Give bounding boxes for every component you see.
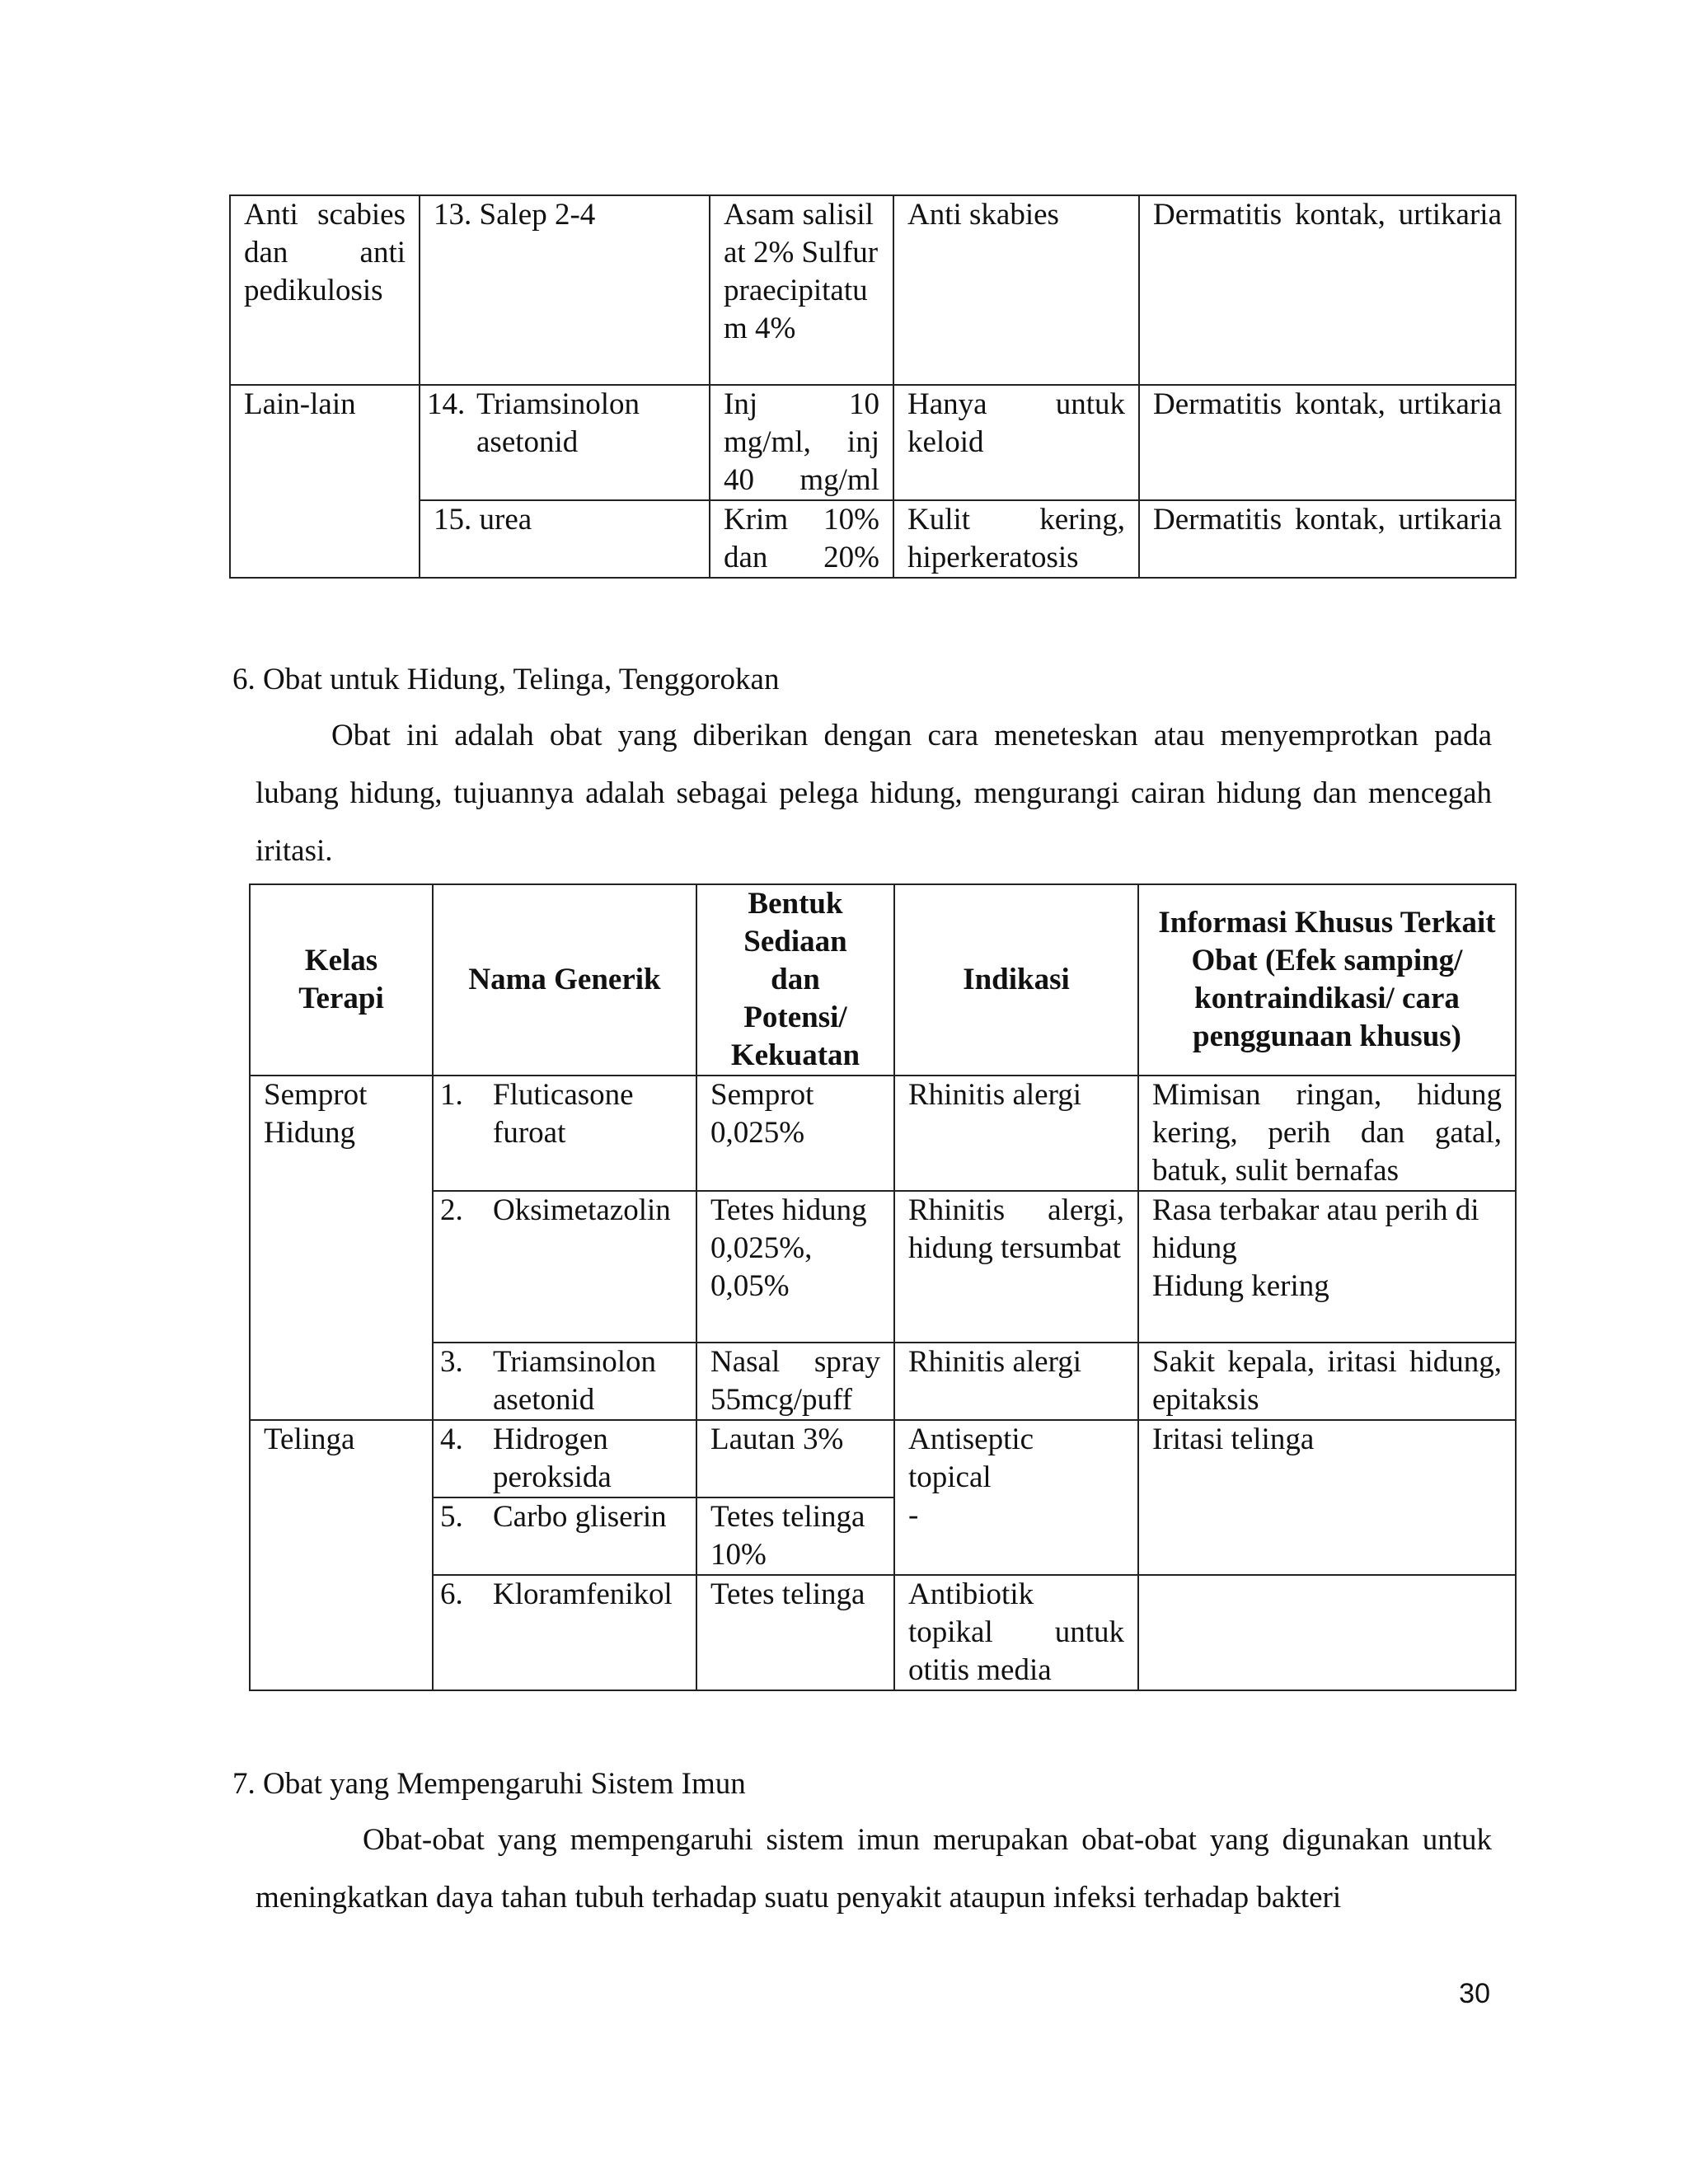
section-heading: 7. Obat yang Mempengaruhi Sistem Imun (232, 1767, 746, 1801)
table-row (250, 1076, 1516, 1191)
cell-bentuk: Tetes telinga (696, 1575, 894, 1690)
cell-bentuk: Lautan 3% (696, 1420, 894, 1497)
cell-nama: 15. urea (420, 500, 710, 578)
section-paragraph: Obat ini adalah obat yang diberikan dengan cara meneteskan atau menyemprotkan pada lubang hidung, tujuannya adalah sebagai pelega hidung, mengurangi cairan hidung dan mencegah iritasi. (256, 719, 1492, 868)
cell-nama (433, 1076, 696, 1191)
cell-indikasi: Antibiotik topikal untuk otitis media (894, 1575, 1138, 1690)
cell-indikasi: Rhinitis alergi, hidung tersumbat (894, 1191, 1138, 1343)
header-indikasi: Indikasi (894, 884, 1138, 1076)
nama-text: Triamsinolon asetonid (476, 387, 640, 459)
indikasi-line: - (908, 1498, 919, 1532)
cell-kelas-empty (230, 500, 420, 578)
table-header-row (250, 884, 1516, 1076)
cell-indikasi (894, 1420, 1138, 1575)
cell-bentuk: Asam salisilat 2% Sulfur praecipitatum 4% (710, 195, 893, 385)
indikasi-line: Antiseptic topical (908, 1422, 1034, 1494)
cell-nama (433, 1497, 696, 1575)
nama-text: Fluticasone furoat (493, 1078, 634, 1150)
row-number: 6. (440, 1577, 463, 1611)
cell-info: Dermatitis kontak, urtikaria (1139, 195, 1516, 385)
table-row (250, 1191, 1516, 1343)
nama-text: Oksimetazolin (493, 1193, 671, 1227)
cell-info: Dermatitis kontak, urtikaria (1139, 385, 1516, 500)
nama-text: Triamsinolon asetonid (493, 1345, 657, 1417)
cell-kelas-empty (250, 1497, 433, 1575)
cell-info (1138, 1575, 1516, 1690)
nama-text: Kloramfenikol (493, 1577, 673, 1611)
header-info: Informasi Khusus Terkait Obat (Efek samping/ kontraindikasi/ cara penggunaan khusus) (1138, 884, 1516, 1076)
cell-kelas-empty (250, 1575, 433, 1690)
header-nama: Nama Generik (433, 884, 696, 1076)
cell-kelas: Semprot Hidung (250, 1076, 433, 1191)
row-number: 14. (427, 387, 466, 421)
cell-bentuk: Inj 10 mg/ml, inj 40 mg/ml (710, 385, 893, 500)
table-row (250, 1575, 1516, 1690)
cell-indikasi: Rhinitis alergi (894, 1343, 1138, 1420)
nama-text: Hidrogen peroksida (493, 1422, 612, 1494)
nama-text: Carbo gliserin (493, 1500, 667, 1534)
section-heading: 6. Obat untuk Hidung, Telinga, Tenggorokan (232, 663, 780, 696)
cell-nama (433, 1420, 696, 1497)
cell-info: Dermatitis kontak, urtikaria (1139, 500, 1516, 578)
table-row (230, 385, 1516, 500)
cell-nama: 13. Salep 2-4 (420, 195, 710, 385)
cell-nama (420, 385, 710, 500)
page-number: 30 (1459, 1978, 1490, 2009)
table-continued (229, 194, 1517, 579)
header-bentuk: Bentuk Sediaan dan Potensi/ Kekuatan (696, 884, 894, 1076)
cell-indikasi: Anti skabies (893, 195, 1139, 385)
cell-kelas: Anti scabies dan anti pedikulosis (230, 195, 420, 385)
cell-kelas: Telinga (250, 1420, 433, 1497)
row-number: 2. (440, 1193, 463, 1227)
table-row (250, 1343, 1516, 1420)
table-row (250, 1420, 1516, 1497)
cell-indikasi: Hanya untuk keloid (893, 385, 1139, 500)
cell-info (1138, 1191, 1516, 1343)
header-kelas: Kelas Terapi (250, 884, 433, 1076)
section-paragraph: Obat-obat yang mempengaruhi sistem imun merupakan obat-obat yang digunakan untuk meningkatkan daya tahan tubuh terhadap suatu penyakit ataupun infeksi terhadap bakteri (256, 1823, 1492, 1915)
cell-indikasi: Kulit kering, hiperkeratosis (893, 500, 1139, 578)
cell-nama (433, 1343, 696, 1420)
cell-bentuk: Semprot 0,025% (696, 1076, 894, 1191)
table-row (230, 500, 1516, 578)
cell-kelas-empty (250, 1191, 433, 1343)
row-number: 5. (440, 1500, 463, 1534)
cell-nama (433, 1191, 696, 1343)
info-line: Rasa terbakar atau perih di hidung (1152, 1193, 1479, 1265)
table-row (230, 195, 1516, 385)
cell-info: Mimisan ringan, hidung kering, perih dan gatal, batuk, sulit bernafas (1138, 1076, 1516, 1191)
cell-info: Sakit kepala, iritasi hidung, epitaksis (1138, 1343, 1516, 1420)
cell-nama (433, 1575, 696, 1690)
cell-bentuk: Nasal spray 55mcg/puff (696, 1343, 894, 1420)
cell-bentuk: Tetes hidung 0,025%, 0,05% (696, 1191, 894, 1343)
cell-kelas: Lain-lain (230, 385, 420, 500)
drug-table (249, 883, 1517, 1691)
row-number: 4. (440, 1422, 463, 1456)
info-line: Hidung kering (1152, 1269, 1329, 1303)
cell-bentuk: Tetes telinga 10% (696, 1497, 894, 1575)
cell-indikasi: Rhinitis alergi (894, 1076, 1138, 1191)
cell-bentuk: Krim 10% dan 20% (710, 500, 893, 578)
cell-info: Iritasi telinga (1138, 1420, 1516, 1575)
cell-kelas-empty (250, 1343, 433, 1420)
row-number: 1. (440, 1078, 463, 1112)
row-number: 3. (440, 1345, 463, 1379)
